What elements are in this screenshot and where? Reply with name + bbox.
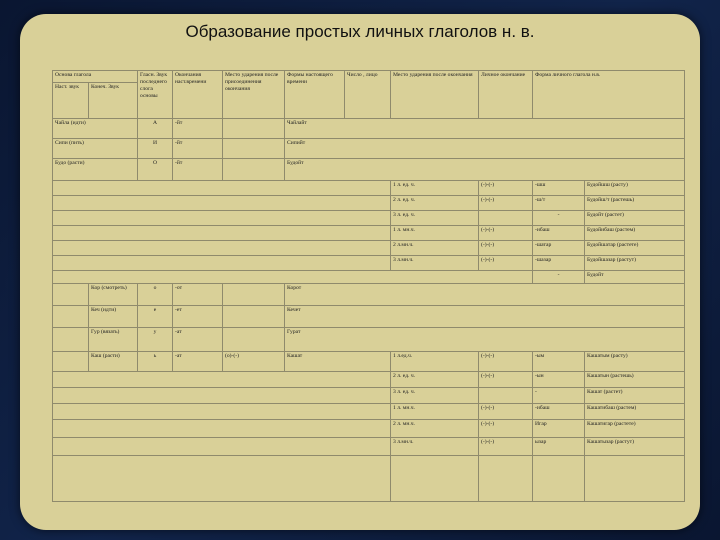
number-person-cell: 2 л. мн.ч. [391,420,479,438]
stem-cell: Чайла (идти) [53,119,138,139]
vowel-cell: ь [138,352,173,372]
tense-cell: -ат [173,352,223,372]
tense-cell: -йт [173,139,223,159]
form-cell: Чайлайт [285,119,685,139]
number-person-cell: 2 л. ед. ч. [391,372,479,388]
form-cell: Кашат [285,352,391,372]
number-person-cell: 2 л.мн.ч. [391,241,479,256]
stress-cell [479,388,533,404]
stem-cell: Кеч (идти) [89,306,138,328]
table-row [53,119,685,139]
header-tense-ending: Окончания наст.времени [173,71,223,119]
table-row [53,328,685,352]
stress-cell: (-)-(-) [479,372,533,388]
stress-cell: (-)-(-) [479,181,533,196]
ending-cell: -ым [533,352,585,372]
form-cell: Кечет [285,306,685,328]
stem-cell: Будо (расти) [53,159,138,181]
tense-cell: -йт [173,119,223,139]
stem-cell: Гур (вязать) [89,328,138,352]
personal-form-cell: Кашатым (расту) [585,352,685,372]
stress-cell: (-)-(-) [479,241,533,256]
number-person-cell: 1 л. ед. ч. [391,181,479,196]
ending-cell: -ын [533,372,585,388]
ending-cell: Игар [533,420,585,438]
ending-cell: - [533,271,585,284]
vowel-cell: О [138,159,173,181]
ending-cell: -ш/т [533,196,585,211]
stress-cell: (-)-(-) [479,438,533,456]
conjugation-table [52,70,685,502]
table-row [53,181,685,196]
table-row [53,372,685,388]
header-form-present: Формы настоящего времени [285,71,345,119]
ending-cell: -ибаш [533,226,585,241]
table-row [53,139,685,159]
table-row [53,159,685,181]
personal-form-cell: Будойшш (расту) [585,181,685,196]
number-person-cell: 3 л. ед. ч. [391,388,479,404]
personal-form-cell: Будойт [585,271,685,284]
header-personal-ending: Личное окончание [479,71,533,119]
header-personal-stress: Место ударения после окончания [391,71,479,119]
vowel-cell: у [138,328,173,352]
number-person-cell: 1 л.ед.ч. [391,352,479,372]
stem-cell: Сипи (пить) [53,139,138,159]
personal-form-cell: Кашатибаш (растем) [585,404,685,420]
personal-form-cell: Будойибаш (растем) [585,226,685,241]
number-person-cell: 3 л. ед. ч. [391,211,479,226]
form-cell: Гурат [285,328,685,352]
ending-cell: -шатар [533,241,585,256]
stress-cell: (о)-(-) [223,352,285,372]
stress-cell: (-)-(-) [479,196,533,211]
vowel-cell: е [138,306,173,328]
table-row [53,438,685,456]
personal-form-cell: Кашатызар (растут) [585,438,685,456]
table-row [53,196,685,211]
stress-cell: (-)-(-) [479,404,533,420]
header-stem: Основа глагола [53,71,138,83]
ending-cell: ызар [533,438,585,456]
vowel-cell: И [138,139,173,159]
header-stem-vowel: Гласн. Звук последнего слога основы [138,71,173,119]
stress-cell: (-)-(-) [479,420,533,438]
tense-cell: -ет [173,306,223,328]
ending-cell: -шазар [533,256,585,271]
header-end-letter: Конеч. Звук [89,83,138,119]
personal-form-cell: Будойш/т (растешь) [585,196,685,211]
table-row [53,271,685,284]
table-row [53,256,685,271]
personal-form-cell: Будойт (растет) [585,211,685,226]
table-row [53,284,685,306]
table-row [53,241,685,256]
ending-cell: -ибаш [533,404,585,420]
ending-cell: - [533,211,585,226]
header-number-person: Число , лицо [345,71,391,119]
header-personal-form: Форма личного глагола н.в. [533,71,685,119]
ending-cell: - [533,388,585,404]
number-person-cell: 1 л. мн.ч. [391,404,479,420]
header-last-sound: Наст. звук [53,83,89,119]
personal-form-cell: Кашат (растет) [585,388,685,404]
stem-cell: Каш (расти) [89,352,138,372]
number-person-cell: 3 л.мн.ч. [391,256,479,271]
tense-cell: -йт [173,159,223,181]
vowel-cell: о [138,284,173,306]
stress-cell: (-)-(-) [479,352,533,372]
page-title: Образование простых личных глаголов н. в. [185,22,535,41]
ending-cell: -шш [533,181,585,196]
form-cell: Корот [285,284,685,306]
form-cell: Будойт [285,159,685,181]
stem-cell: Кор (смотреть) [89,284,138,306]
number-person-cell: 3 л.мн.ч. [391,438,479,456]
table-row [53,420,685,438]
table-row [53,388,685,404]
personal-form-cell: Кашатын (растешь) [585,372,685,388]
table-row [53,306,685,328]
header-stem-change: Место ударения после присоединения окончания [223,71,285,119]
tense-cell: -ат [173,328,223,352]
table-row [53,456,685,502]
tense-cell: -от [173,284,223,306]
personal-form-cell: Кашатигар (растете) [585,420,685,438]
table-row [53,226,685,241]
personal-form-cell: Будойшазар (растут) [585,256,685,271]
personal-form-cell: Будойшатар (растете) [585,241,685,256]
number-person-cell: 2 л. ед. ч. [391,196,479,211]
vowel-cell: А [138,119,173,139]
stress-cell [479,211,533,226]
stress-cell: (-)-(-) [479,256,533,271]
number-person-cell: 1 л. мн.ч. [391,226,479,241]
form-cell: Сипийт [285,139,685,159]
table-row [53,404,685,420]
stress-cell: (-)-(-) [479,226,533,241]
table-row [53,211,685,226]
table-row [53,352,685,372]
